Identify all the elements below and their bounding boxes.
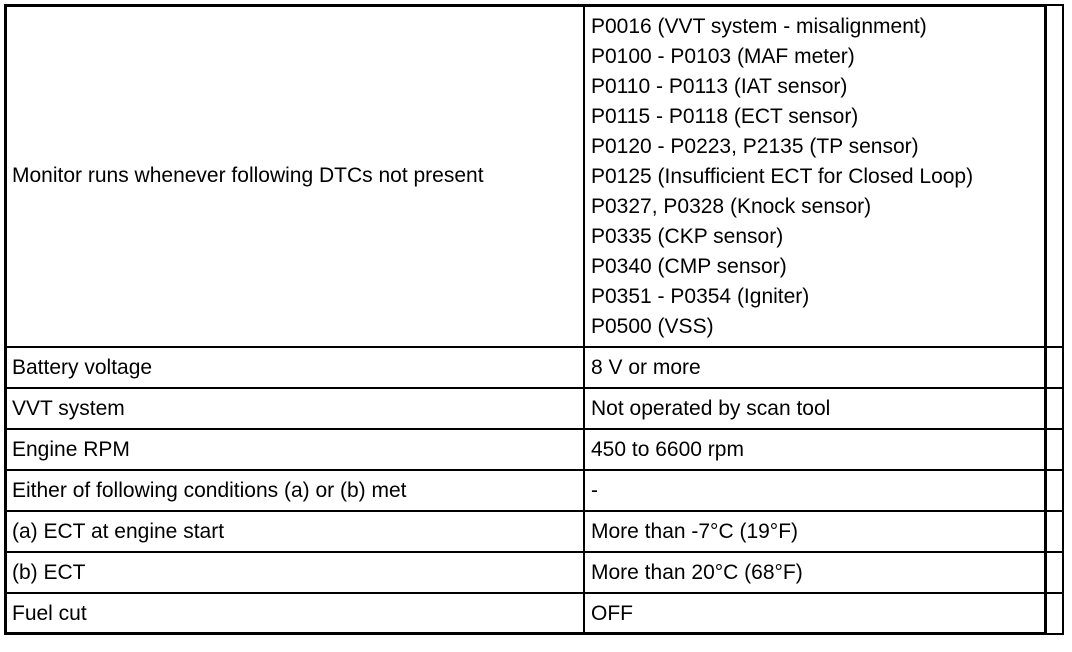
dtc-item: P0327, P0328 (Knock sensor) bbox=[591, 195, 872, 218]
condition-value-cell: More than -7°C (19°F) bbox=[584, 511, 1063, 552]
condition-value-cell: 450 to 6600 rpm bbox=[584, 429, 1063, 470]
condition-label-cell: Battery voltage bbox=[5, 347, 584, 388]
table-row-engine-rpm bbox=[5, 429, 1063, 470]
condition-value-cell: More than 20°C (68°F) bbox=[584, 552, 1063, 593]
condition-label-cell: Fuel cut bbox=[5, 593, 584, 634]
condition-value-cell: Not operated by scan tool bbox=[584, 388, 1063, 429]
condition-label-cell: Either of following conditions (a) or (b) met bbox=[5, 470, 584, 511]
condition-value-cell: OFF bbox=[584, 593, 1063, 634]
condition-label-cell: Monitor runs whenever following DTCs not present bbox=[5, 5, 584, 347]
dtc-item: P0335 (CKP sensor) bbox=[591, 225, 784, 248]
monitor-conditions-table bbox=[4, 4, 1064, 635]
table-row-either-condition bbox=[5, 470, 1063, 511]
dtc-item: P0115 - P0118 (ECT sensor) bbox=[591, 105, 859, 128]
dtc-item: P0016 (VVT system - misalignment) bbox=[591, 15, 927, 38]
table-row-battery-voltage bbox=[5, 347, 1063, 388]
dtc-item: P0110 - P0113 (IAT sensor) bbox=[591, 75, 848, 98]
condition-label-cell: Engine RPM bbox=[5, 429, 584, 470]
condition-label-cell: VVT system bbox=[5, 388, 584, 429]
table-row-fuel-cut bbox=[5, 593, 1063, 634]
condition-value-cell: 8 V or more bbox=[584, 347, 1063, 388]
table-row-ect bbox=[5, 552, 1063, 593]
conditions-document bbox=[4, 4, 1047, 635]
dtc-item: P0120 - P0223, P2135 (TP sensor) bbox=[591, 135, 919, 158]
condition-label-cell: (b) ECT bbox=[5, 552, 584, 593]
dtc-item: P0500 (VSS) bbox=[591, 315, 714, 338]
dtc-item: P0340 (CMP sensor) bbox=[591, 255, 787, 278]
table-row-ect-engine-start bbox=[5, 511, 1063, 552]
table-row-vvt-system bbox=[5, 388, 1063, 429]
dtc-list-cell bbox=[584, 5, 1063, 347]
condition-label-cell: (a) ECT at engine start bbox=[5, 511, 584, 552]
dtc-item: P0100 - P0103 (MAF meter) bbox=[591, 45, 855, 68]
table-row-dtc-condition bbox=[5, 5, 1063, 347]
dtc-item: P0351 - P0354 (Igniter) bbox=[591, 285, 810, 308]
dtc-item: P0125 (Insufficient ECT for Closed Loop) bbox=[591, 165, 974, 188]
condition-value-cell: - bbox=[584, 470, 1063, 511]
